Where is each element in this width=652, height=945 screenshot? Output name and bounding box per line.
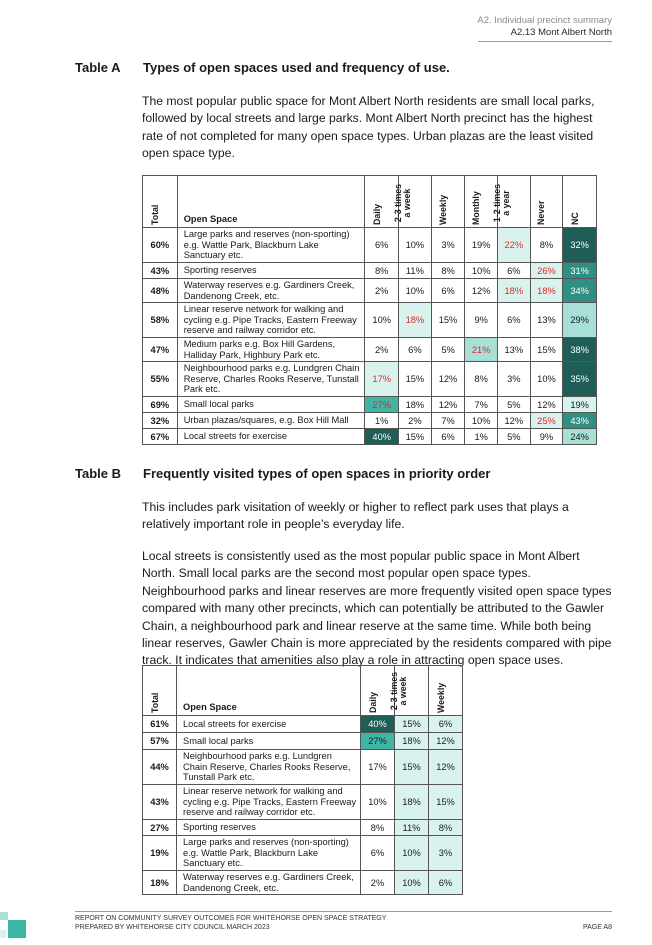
col-header-open-space: Open Space [177,176,365,228]
table-row [143,716,463,733]
table-row [143,785,463,820]
value-cell: 10% [465,263,498,279]
value-cell: 12% [431,397,465,413]
value-cell: 27% [365,397,399,413]
value-cell: 12% [429,750,463,785]
value-cell: 15% [395,716,429,733]
value-cell: 3% [429,836,463,871]
total-cell: 60% [143,228,178,263]
value-cell: 2% [361,871,395,895]
table-a-label: Table A [75,60,121,75]
value-cell: 17% [365,362,399,397]
total-cell: 57% [143,733,177,750]
running-header [477,15,612,39]
column-header-text: Never [536,200,547,225]
table-b-paragraph-1: This includes park visitation of weekly or higher to reflect park uses that plays a relatively important role in people’s everyday life. [142,500,569,532]
column-header-text: Monthly [471,191,482,225]
value-cell: 15% [399,362,432,397]
value-cell: 12% [530,397,563,413]
col-header-nc [563,176,597,228]
open-space-cell: Sporting reserves [177,263,365,279]
value-cell: 10% [399,279,432,303]
value-cell: 5% [498,429,531,445]
table-row [143,836,463,871]
col-header-total [143,666,177,716]
value-cell: 10% [399,228,432,263]
open-space-cell: Waterway reserves e.g. Gardiners Creek, Dandenong Creek, etc. [177,871,361,895]
col-header-open-space: Open Space [177,666,361,716]
value-cell: 7% [431,413,465,429]
value-cell: 15% [395,750,429,785]
table-b-title: Frequently visited types of open spaces in priority order [143,466,491,481]
col-header-2-3-times [392,176,432,228]
total-cell: 67% [143,429,178,445]
total-cell: 69% [143,397,178,413]
value-cell: 25% [530,413,563,429]
column-header-text: Weekly [438,194,449,225]
column-header-text: Daily [371,203,382,225]
col-header-never [530,176,563,228]
value-cell: 12% [498,413,531,429]
value-cell: 8% [365,263,399,279]
column-header-text: Daily [367,691,378,713]
column-header-text: Total [149,204,160,225]
decor-square [0,912,8,920]
total-cell: 58% [143,303,178,338]
value-cell: 6% [429,716,463,733]
table-a-title: Types of open spaces used and frequency of use. [143,60,450,75]
value-cell: 8% [530,228,563,263]
header-rule [478,41,612,42]
value-cell: 10% [395,836,429,871]
value-cell: 38% [563,338,597,362]
open-space-cell: Sporting reserves [177,820,361,836]
value-cell: 32% [563,228,597,263]
value-cell: 2% [365,338,399,362]
table-row [143,279,597,303]
value-cell: 6% [498,263,531,279]
footer-line-1: REPORT ON COMMUNITY SURVEY OUTCOMES FOR WHITEHORSE OPEN SPACE STRATEGY [75,915,387,922]
table-row [143,228,597,263]
value-cell: 9% [465,303,498,338]
value-cell: 24% [563,429,597,445]
value-cell: 6% [431,429,465,445]
decor-square [8,920,26,938]
open-space-cell: Medium parks e.g. Box Hill Gardens, Halliday Park, Highbury Park etc. [177,338,365,362]
value-cell: 3% [431,228,465,263]
total-cell: 32% [143,413,178,429]
table-a [142,175,597,445]
value-cell: 10% [530,362,563,397]
value-cell: 12% [431,362,465,397]
table-a-paragraph: The most popular public space for Mont Albert North residents are small local parks, followed by local streets and large parks. Mont Albert North precinct has the highest rate of not completed for many open space types. Urban plazas are the least visited open space type. [142,94,595,161]
page-number: PAGE A8 [582,924,612,931]
value-cell: 35% [563,362,597,397]
total-cell: 43% [143,785,177,820]
value-cell: 15% [429,785,463,820]
total-cell: 61% [143,716,177,733]
table-row [143,338,597,362]
value-cell: 8% [431,263,465,279]
value-cell: 43% [563,413,597,429]
value-cell: 15% [431,303,465,338]
value-cell: 19% [465,228,498,263]
value-cell: 6% [429,871,463,895]
value-cell: 27% [361,733,395,750]
open-space-cell: Large parks and reserves (non-sporting) e.g. Wattle Park, Blackburn Lake Sanctuary etc. [177,836,361,871]
value-cell: 3% [498,362,531,397]
table-row [143,413,597,429]
open-space-cell: Waterway reserves e.g. Gardiners Creek, Dandenong Creek, etc. [177,279,365,303]
header-section: A2. Individual precinct summary [477,15,612,26]
table-row [143,733,463,750]
column-header-text: Weekly [435,682,446,713]
table-row [143,303,597,338]
value-cell: 6% [399,338,432,362]
value-cell: 12% [465,279,498,303]
value-cell: 11% [399,263,432,279]
column-header-text: 1-2 times a year [491,183,511,223]
value-cell: 18% [498,279,531,303]
value-cell: 1% [465,429,498,445]
value-cell: 10% [465,413,498,429]
value-cell: 15% [399,429,432,445]
value-cell: 29% [563,303,597,338]
value-cell: 9% [530,429,563,445]
open-space-cell: Local streets for exercise [177,429,365,445]
value-cell: 2% [365,279,399,303]
value-cell: 1% [365,413,399,429]
value-cell: 18% [395,733,429,750]
value-cell: 6% [365,228,399,263]
value-cell: 5% [431,338,465,362]
table-b [142,665,463,895]
table-row [143,362,597,397]
table-row [143,750,463,785]
total-cell: 48% [143,279,178,303]
table-row [143,820,463,836]
open-space-cell: Neighbourhood parks e.g. Lundgren Chain Reserve, Charles Rooks Reserve, Tunstall Park etc. [177,750,361,785]
table-row [143,871,463,895]
header-subsection: A2.13 Mont Albert North [510,27,612,38]
column-header-text: 2-3 times a week [389,671,409,711]
total-cell: 47% [143,338,178,362]
value-cell: 10% [361,785,395,820]
col-header-weekly [431,176,465,228]
table-row [143,429,597,445]
value-cell: 18% [399,303,432,338]
table-row [143,397,597,413]
value-cell: 21% [465,338,498,362]
value-cell: 17% [361,750,395,785]
value-cell: 7% [465,397,498,413]
total-cell: 18% [143,871,177,895]
total-cell: 19% [143,836,177,871]
value-cell: 8% [429,820,463,836]
footer [75,915,386,932]
column-header-text: NC [569,212,580,225]
value-cell: 31% [563,263,597,279]
open-space-cell: Small local parks [177,733,361,750]
open-space-cell: Large parks and reserves (non-sporting) e.g. Wattle Park, Blackburn Lake Sanctuary etc. [177,228,365,263]
open-space-cell: Linear reserve network for walking and cycling e.g. Pipe Tracks, Eastern Freeway reserve and railway corridor etc. [177,785,361,820]
value-cell: 40% [361,716,395,733]
value-cell: 18% [530,279,563,303]
table-b-paragraph-2: Local streets is consistently used as the most popular public space in Mont Albert North. Small local parks are the second most popular open space types. Neighbourhood parks and linear reserves are more frequently visited open space types compared with many other precincts, which can potentially be attributed to the Gawler Chain, a neighbourhood park and linear reserve at the same time. While both being linear reserves, Gawler Chain is more appreciated by the residents compared with pipe track. It indicates that amenities also play a role in attracting open space uses. [142,549,612,668]
value-cell: 18% [399,397,432,413]
column-header-text: 2-3 times a week [392,183,412,223]
open-space-cell: Urban plazas/squares, e.g. Box Hill Mall [177,413,365,429]
value-cell: 11% [395,820,429,836]
value-cell: 6% [498,303,531,338]
value-cell: 6% [361,836,395,871]
total-cell: 27% [143,820,177,836]
column-header-text: Total [149,692,160,713]
value-cell: 22% [498,228,531,263]
value-cell: 18% [395,785,429,820]
total-cell: 43% [143,263,178,279]
footer-rule [75,911,612,912]
value-cell: 8% [361,820,395,836]
col-header-weekly [429,666,463,716]
value-cell: 40% [365,429,399,445]
table-b-label: Table B [75,466,121,481]
col-header-1-2-times [491,176,531,228]
value-cell: 13% [498,338,531,362]
open-space-cell: Neighbourhood parks e.g. Lundgren Chain Reserve, Charles Rooks Reserve, Tunstall Park etc. [177,362,365,397]
footer-line-2: PREPARED BY WHITEHORSE CITY COUNCIL MARCH 2023 [75,923,270,931]
value-cell: 26% [530,263,563,279]
value-cell: 6% [431,279,465,303]
open-space-cell: Local streets for exercise [177,716,361,733]
value-cell: 2% [399,413,432,429]
total-cell: 55% [143,362,178,397]
open-space-cell: Linear reserve network for walking and cycling e.g. Pipe Tracks, Eastern Freeway reserve and railway corridor etc. [177,303,365,338]
total-cell: 44% [143,750,177,785]
value-cell: 8% [465,362,498,397]
open-space-cell: Small local parks [177,397,365,413]
table-row [143,263,597,279]
col-header-2-3-times [389,666,429,716]
value-cell: 15% [530,338,563,362]
col-header-total [143,176,178,228]
value-cell: 10% [365,303,399,338]
value-cell: 5% [498,397,531,413]
decor-square [0,930,6,938]
value-cell: 13% [530,303,563,338]
value-cell: 12% [429,733,463,750]
value-cell: 34% [563,279,597,303]
value-cell: 19% [563,397,597,413]
value-cell: 10% [395,871,429,895]
